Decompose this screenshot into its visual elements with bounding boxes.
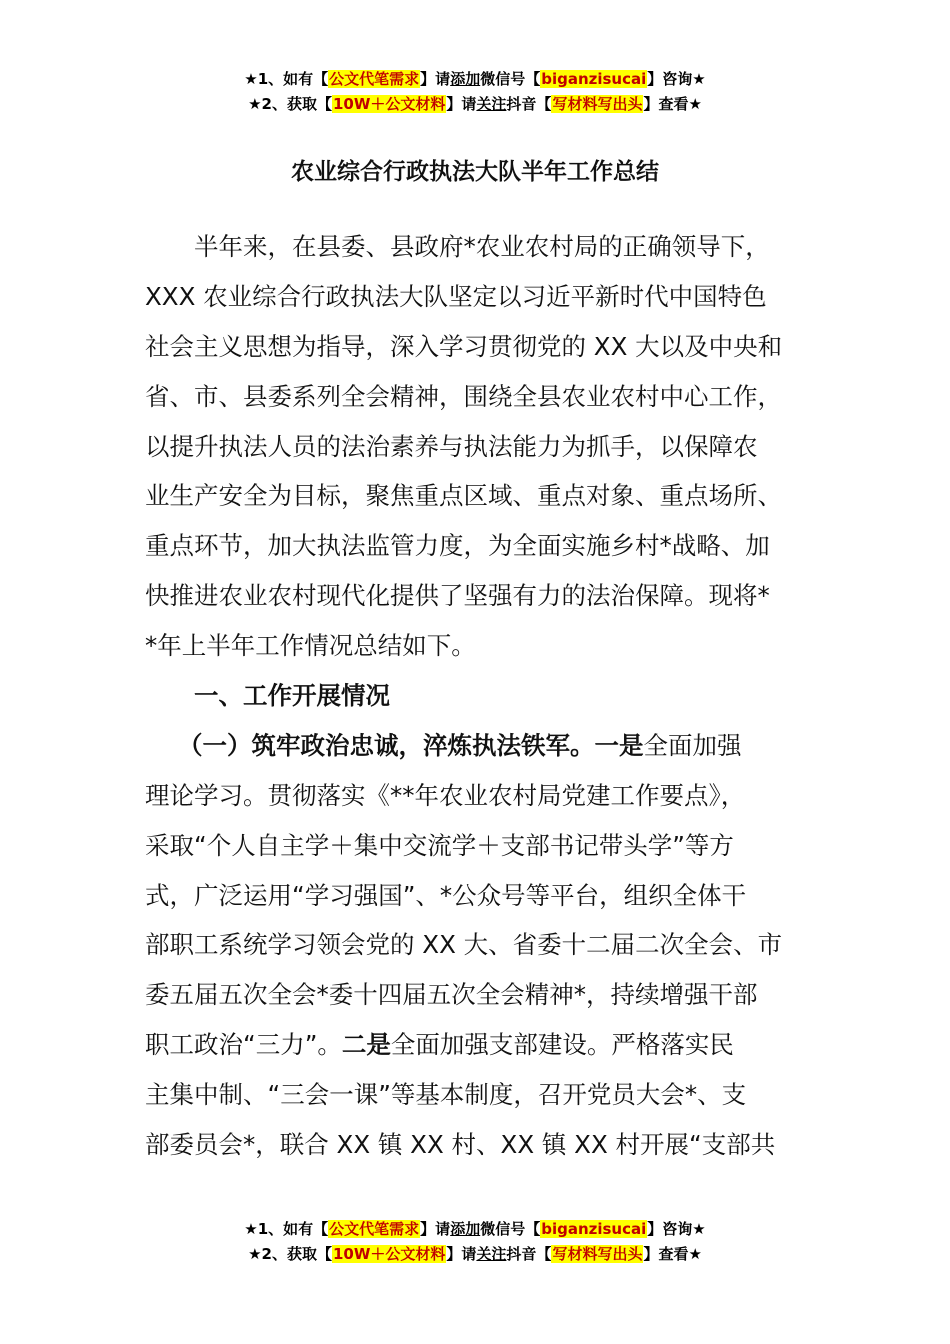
body-line <box>145 821 815 871</box>
banner-underline: 添加 <box>450 1220 481 1238</box>
banner-text: 】请 <box>420 70 451 88</box>
body-line <box>145 771 815 821</box>
body-line-text: 快推进农业农村现代化提供了坚强有力的法治保障。现将* <box>145 581 770 611</box>
section-heading-text: 一、工作开展情况 <box>145 681 390 711</box>
document-title: 农业综合行政执法大队半年工作总结 <box>291 159 659 185</box>
body-line <box>145 322 815 372</box>
banner-text: 】咨询★ <box>647 1220 706 1238</box>
body-line-text: 以提升执法人员的法治素养与执法能力为抓手，以保障农 <box>145 431 758 461</box>
body-line-text: 主集中制、“三会一课”等基本制度，召开党员大会*、支 <box>145 1080 747 1110</box>
banner-highlight: biganzisucai <box>541 1220 647 1238</box>
body-line <box>145 222 815 272</box>
body-line-text: 理论学习。贯彻落实《**年农业农村局党建工作要点》， <box>145 780 746 810</box>
body-line-text: 半年来，在县委、县政府*农业农村局的正确领导下， <box>145 232 770 261</box>
footer-banner <box>0 1217 950 1267</box>
body-line <box>145 970 815 1020</box>
banner-underline: 关注 <box>476 95 507 113</box>
body-line-text: 委五届五次全会*委十四届五次全会精神*，持续增强干部 <box>145 980 758 1010</box>
body-line <box>145 471 815 521</box>
banner-highlight: 10W＋公文材料 <box>332 95 446 113</box>
banner-line-2 <box>0 1242 950 1267</box>
body-line <box>145 571 815 621</box>
body-line-text: XXX 农业综合行政执法大队坚定以习近平新时代中国特色 <box>145 281 767 311</box>
banner-text: 】咨询★ <box>647 70 706 88</box>
document-body <box>145 222 815 1170</box>
banner-text: 微信号【 <box>480 70 541 88</box>
banner-highlight: 写材料写出头 <box>552 95 643 113</box>
banner-text: 抖音【 <box>506 1245 552 1263</box>
body-bold-marker: 二是 <box>341 1030 391 1060</box>
banner-text: 】请 <box>446 95 477 113</box>
banner-text: ★2、获取【 <box>248 1245 332 1263</box>
banner-text: 】请 <box>446 1245 477 1263</box>
body-line <box>145 621 815 671</box>
subsection-heading: （一）筑牢政治忠诚，淬炼执法铁军。一是 <box>145 730 644 760</box>
banner-line-2 <box>0 92 950 117</box>
banner-highlight: 10W＋公文材料 <box>332 1245 446 1263</box>
banner-text: 】查看★ <box>643 1245 702 1263</box>
body-line-text: 部委员会*，联合 XX 镇 XX 村、XX 镇 XX 村开展“支部共 <box>145 1130 776 1160</box>
body-line <box>145 272 815 322</box>
banner-line-1 <box>0 67 950 92</box>
body-line-text: 职工政治“三力”。 <box>145 1030 342 1060</box>
banner-text: 微信号【 <box>480 1220 541 1238</box>
banner-underline: 关注 <box>476 1245 507 1263</box>
body-line <box>145 1020 815 1070</box>
banner-highlight: 写材料写出头 <box>552 1245 643 1263</box>
body-line-text: *年上半年工作情况总结如下。 <box>145 631 476 661</box>
banner-highlight: 公文代笔需求 <box>329 70 420 88</box>
body-line-text: 省、市、县委系列全会精神，围绕全县农业农村中心工作， <box>145 381 782 411</box>
body-line <box>145 871 815 921</box>
body-line <box>145 422 815 472</box>
banner-text: 抖音【 <box>506 95 552 113</box>
banner-text: 】请 <box>420 1220 451 1238</box>
body-line <box>145 372 815 422</box>
body-line-text: 采取“个人自主学＋集中交流学＋支部书记带头学”等方 <box>145 830 734 860</box>
body-line-text: 全面加强支部建设。严格落实民 <box>390 1030 734 1060</box>
body-line-text: 重点环节，加大执法监管力度，为全面实施乡村*战略、加 <box>145 531 770 561</box>
banner-text: ★2、获取【 <box>248 95 332 113</box>
body-line-text: 全面加强 <box>643 730 742 760</box>
body-line-text: 式，广泛运用“学习强国”、*公众号等平台，组织全体干 <box>145 880 747 910</box>
banner-text: 】查看★ <box>643 95 702 113</box>
banner-line-1 <box>0 1217 950 1242</box>
banner-highlight: 公文代笔需求 <box>329 1220 420 1238</box>
banner-text: ★1、如有【 <box>244 1220 329 1238</box>
banner-underline: 添加 <box>450 70 481 88</box>
header-banner <box>0 67 950 117</box>
body-line <box>145 1070 815 1120</box>
body-line-text: 业生产安全为目标，聚焦重点区域、重点对象、重点场所、 <box>145 481 782 511</box>
body-line-text: 部职工系统学习领会党的 XX 大、省委十二届二次全会、市 <box>145 930 783 960</box>
body-line <box>145 721 815 771</box>
body-line <box>145 1120 815 1170</box>
body-line <box>145 521 815 571</box>
banner-text: ★1、如有【 <box>244 70 329 88</box>
body-line-text: 社会主义思想为指导，深入学习贯彻党的 XX 大以及中央和 <box>145 331 783 361</box>
banner-highlight: biganzisucai <box>541 70 647 88</box>
body-line <box>145 920 815 970</box>
section-heading <box>145 671 815 721</box>
